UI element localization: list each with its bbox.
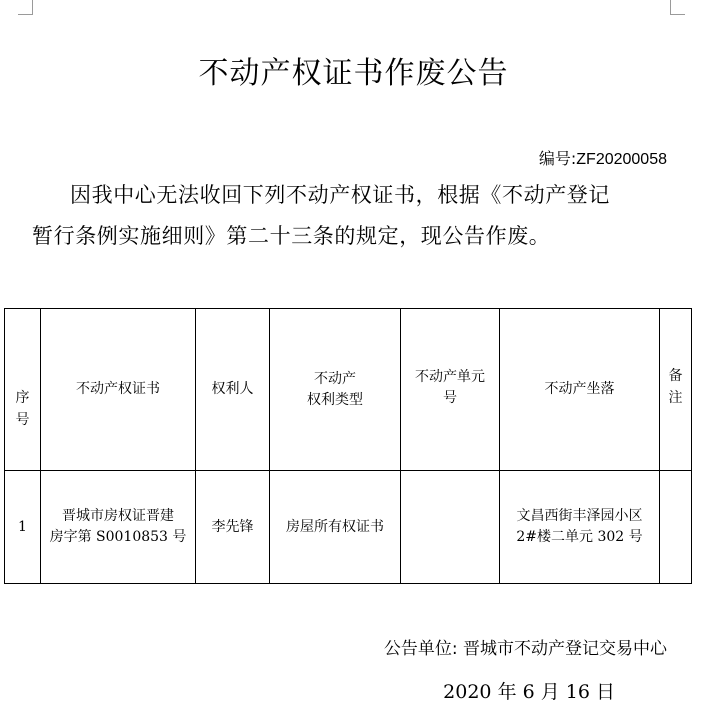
table-header-row xyxy=(5,309,692,471)
header-unit-number-line-2: 号 xyxy=(443,390,457,406)
cell-seq: 1 xyxy=(5,471,41,584)
header-holder: 权利人 xyxy=(196,309,270,471)
cell-holder: 李先锋 xyxy=(196,471,270,584)
page-corner-mark-right xyxy=(670,0,685,15)
cell-location xyxy=(500,471,660,584)
page-corner-mark-left xyxy=(18,0,33,15)
cell-location-line-2: 2#楼二单元 302 号 xyxy=(516,529,643,545)
document-number xyxy=(539,146,667,169)
header-certificate: 不动产权证书 xyxy=(41,309,196,471)
notice-body-line-1: 因我中心无法收回下列不动产权证书，根据《不动产登记 xyxy=(70,183,610,207)
header-seq: 序号 xyxy=(5,309,41,471)
notice-body-line-2: 暂行条例实施细则》第二十三条的规定，现公告作废。 xyxy=(32,224,551,248)
cell-certificate-line-1: 晋城市房权证晋建 xyxy=(62,508,174,524)
document-number-label: 编号: xyxy=(538,149,577,168)
certificate-table xyxy=(4,308,692,584)
header-unit-number xyxy=(401,309,500,471)
cell-remark xyxy=(660,471,692,584)
cell-location-line-1: 文昌西街丰泽园小区 xyxy=(516,508,643,524)
issuing-unit: 公告单位: 晋城市不动产登记交易中心 xyxy=(383,639,667,659)
cell-unit-number xyxy=(401,471,500,584)
document-number-value: ZF20200058 xyxy=(576,151,667,168)
header-unit-number-line-1: 不动产单元 xyxy=(415,369,485,385)
issue-date: 2020 年 6 月 16 日 xyxy=(443,681,615,703)
table-row xyxy=(5,471,692,584)
cell-right-type: 房屋所有权证书 xyxy=(270,471,401,584)
header-right-type-line-2: 权利类型 xyxy=(307,391,363,408)
header-remark: 备注 xyxy=(660,309,692,471)
cell-certificate-line-2: 房字第 S0010853 号 xyxy=(49,529,187,545)
header-location: 不动产坐落 xyxy=(500,309,660,471)
header-right-type xyxy=(270,309,401,471)
cell-certificate xyxy=(41,471,196,584)
header-right-type-line-1: 不动产 xyxy=(314,370,356,387)
page-title: 不动产权证书作废公告 xyxy=(198,56,509,91)
